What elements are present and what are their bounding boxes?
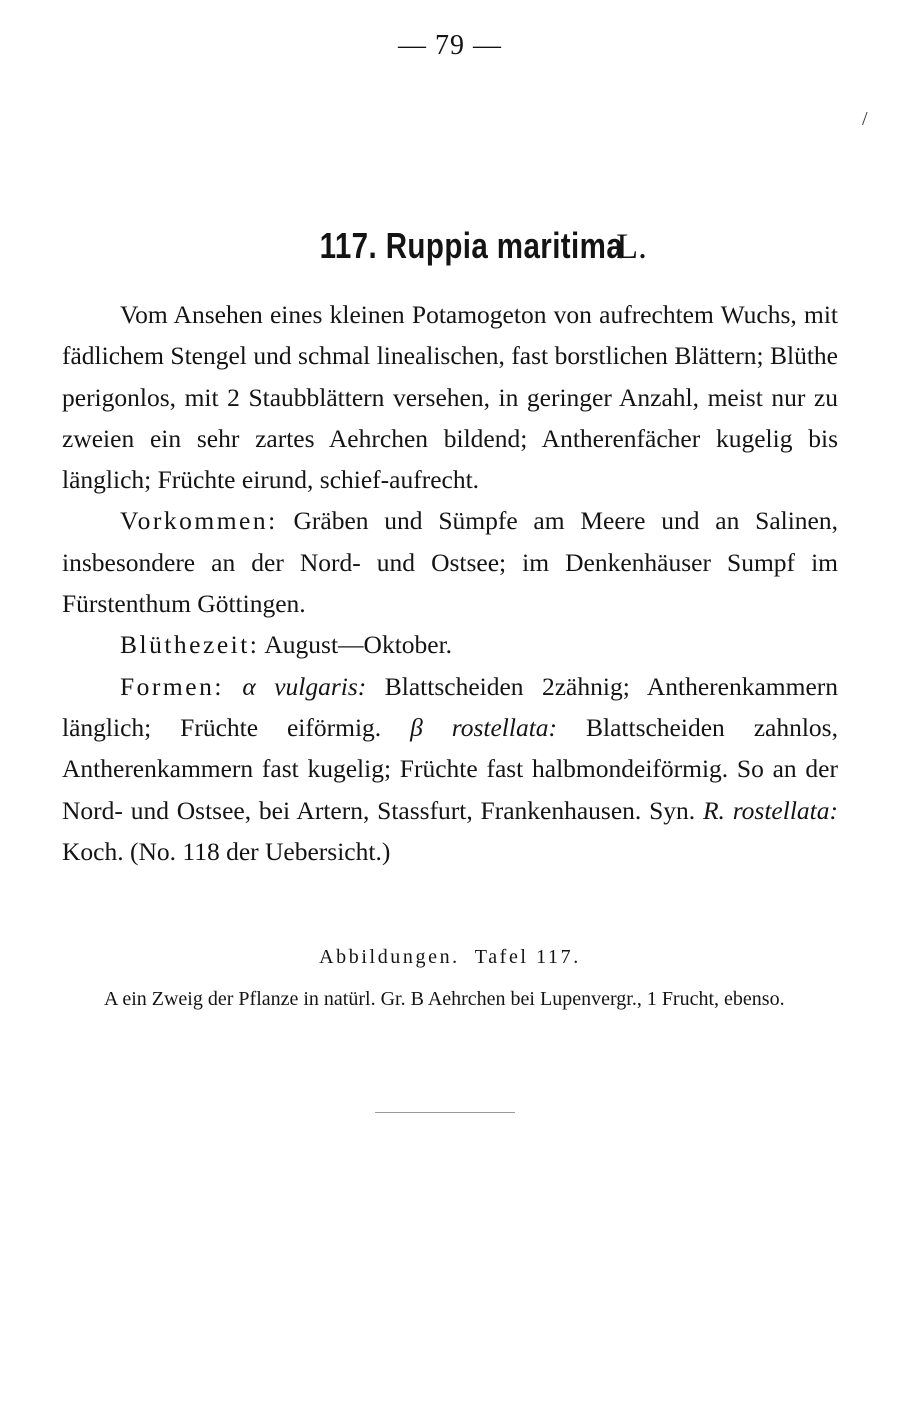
- plate-label: Tafel 117.: [474, 946, 581, 968]
- illustrations-heading: [0, 942, 900, 972]
- caption-text: A ein Zweig der Pflanze in natürl. Gr. B Aehrchen bei Lupenvergr., 1 Frucht, ebenso.: [104, 988, 785, 1010]
- form-beta-text: Blattscheiden zahnlos, Antherenkammern fast kugelig; Früchte fast halbmondeiförmig. So an der Nord- und Ostsee, bei Artern, Stassfurt, Frankenhausen. Syn.: [62, 712, 838, 825]
- flowering-paragraph: [62, 624, 838, 665]
- form-alpha-name: α vulgaris:: [242, 671, 367, 701]
- illustrations-label: Abbildungen.: [319, 946, 460, 968]
- flowering-text: August—Oktober.: [264, 630, 453, 660]
- flowering-label: Blüthezeit:: [120, 630, 260, 660]
- occurrence-label: Vorkommen:: [120, 506, 278, 536]
- page-number: — 79 —: [398, 30, 502, 61]
- form-beta-name: β rostellata:: [410, 712, 558, 742]
- synonym-reference: Koch. (No. 118 der Uebersicht.): [62, 836, 391, 866]
- stray-mark: /: [862, 108, 868, 130]
- illustrations-caption: [62, 984, 838, 1015]
- species-number-and-name: 117. Ruppia maritima: [319, 225, 624, 266]
- forms-paragraph: [62, 666, 838, 872]
- occurrence-text: Gräben und Sümpfe am Meere und an Salinen, insbesondere an der Nord- und Ostsee; im Denkenhäuser Sumpf im Fürstenthum Göttingen.: [62, 506, 838, 619]
- species-heading: [0, 222, 900, 270]
- species-author: L.: [616, 226, 648, 266]
- synonym-name: R. rostellata:: [702, 795, 838, 825]
- occurrence-paragraph: [62, 500, 838, 624]
- description-body: [62, 294, 838, 872]
- forms-label: Formen:: [120, 671, 224, 701]
- description-paragraph: Vom Ansehen eines kleinen Potamogeton von aufrechtem Wuchs, mit fädlichem Stengel und schmal linealischen, fast borstlichen Blättern; Blüthe perigonlos, mit 2 Staubblättern versehen, in geringer Anzahl, meist nur zu zweien ein sehr zartes Aehrchen bildend; Antherenfächer kugelig bis länglich; Früchte eirund, schief-aufrecht.: [62, 300, 838, 495]
- form-alpha-text: Blattscheiden 2zähnig; Antherenkammern länglich; Früchte eiförmig.: [62, 671, 839, 742]
- end-rule: [375, 1112, 515, 1113]
